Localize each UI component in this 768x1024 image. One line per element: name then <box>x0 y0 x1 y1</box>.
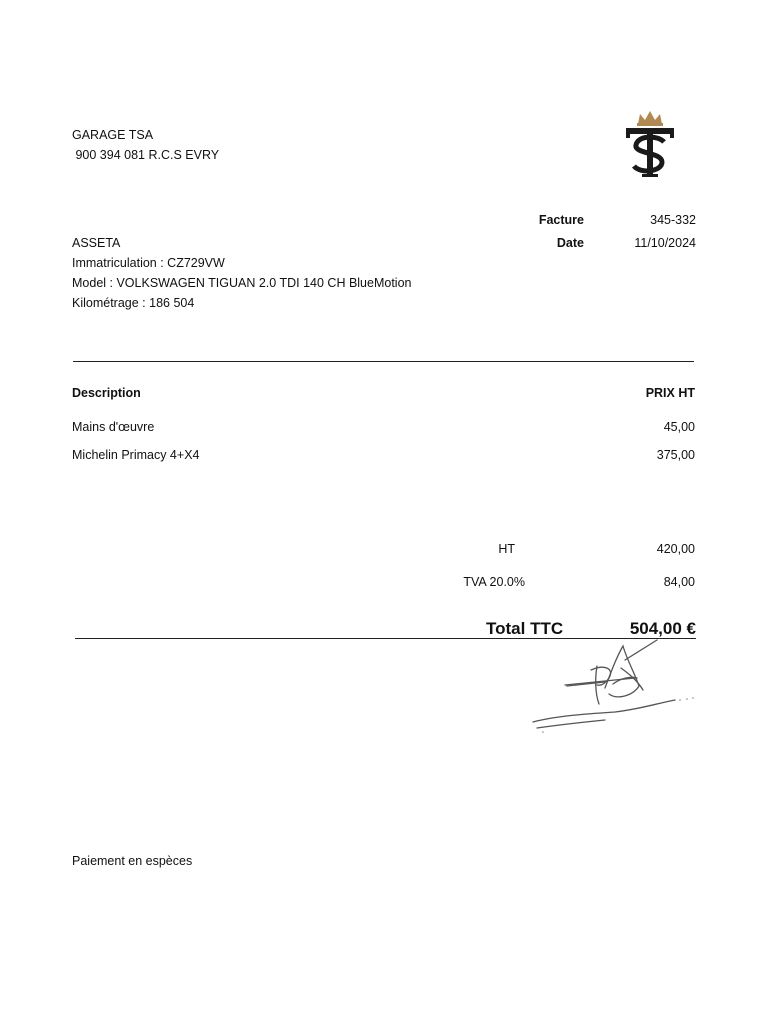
invoice-number-value: 345-332 <box>650 213 696 227</box>
line-description: Michelin Primacy 4+X4 <box>72 448 200 462</box>
subtotal-label: HT <box>498 542 515 556</box>
subtotal-row <box>400 539 695 559</box>
company-registration: 900 394 081 R.C.S EVRY <box>72 148 220 162</box>
signature <box>525 638 700 738</box>
ts-logo-icon <box>618 108 682 180</box>
total-label: Total TTC <box>486 619 564 638</box>
invoice-date-value: 11/10/2024 <box>634 236 696 250</box>
tax-label: TVA 20.0% <box>463 575 525 589</box>
invoice-number-label: Facture <box>538 213 584 227</box>
vehicle-registration: Immatriculation : CZ729VW <box>72 256 225 270</box>
company-name: GARAGE TSA <box>72 128 154 142</box>
line-price: 375,00 <box>656 448 695 462</box>
company-block <box>72 125 219 165</box>
vehicle-mileage: Kilométrage : 186 504 <box>72 296 195 310</box>
table-row <box>72 445 695 465</box>
invoice-date-row <box>510 233 696 256</box>
total-value: 504,00 € <box>629 619 696 638</box>
subtotal-value: 420,00 <box>656 542 695 556</box>
tax-value: 84,00 <box>663 575 695 589</box>
client-block <box>72 233 411 313</box>
company-logo <box>618 108 682 180</box>
line-price: 45,00 <box>663 420 695 434</box>
client-name: ASSETA <box>72 236 121 250</box>
divider <box>73 361 694 362</box>
vehicle-model: Model : VOLKSWAGEN TIGUAN 2.0 TDI 140 CH BlueMotion <box>72 276 412 290</box>
invoice-meta <box>510 210 696 256</box>
signature-icon <box>525 638 700 738</box>
tax-row <box>400 572 695 592</box>
table-row <box>72 417 695 437</box>
invoice-date-label: Date <box>556 236 584 250</box>
column-header-description: Description <box>72 386 141 400</box>
payment-note: Paiement en espèces <box>72 854 193 868</box>
line-description: Mains d'œuvre <box>72 420 155 434</box>
invoice-number-row <box>510 210 696 233</box>
column-header-price: PRIX HT <box>645 386 695 400</box>
